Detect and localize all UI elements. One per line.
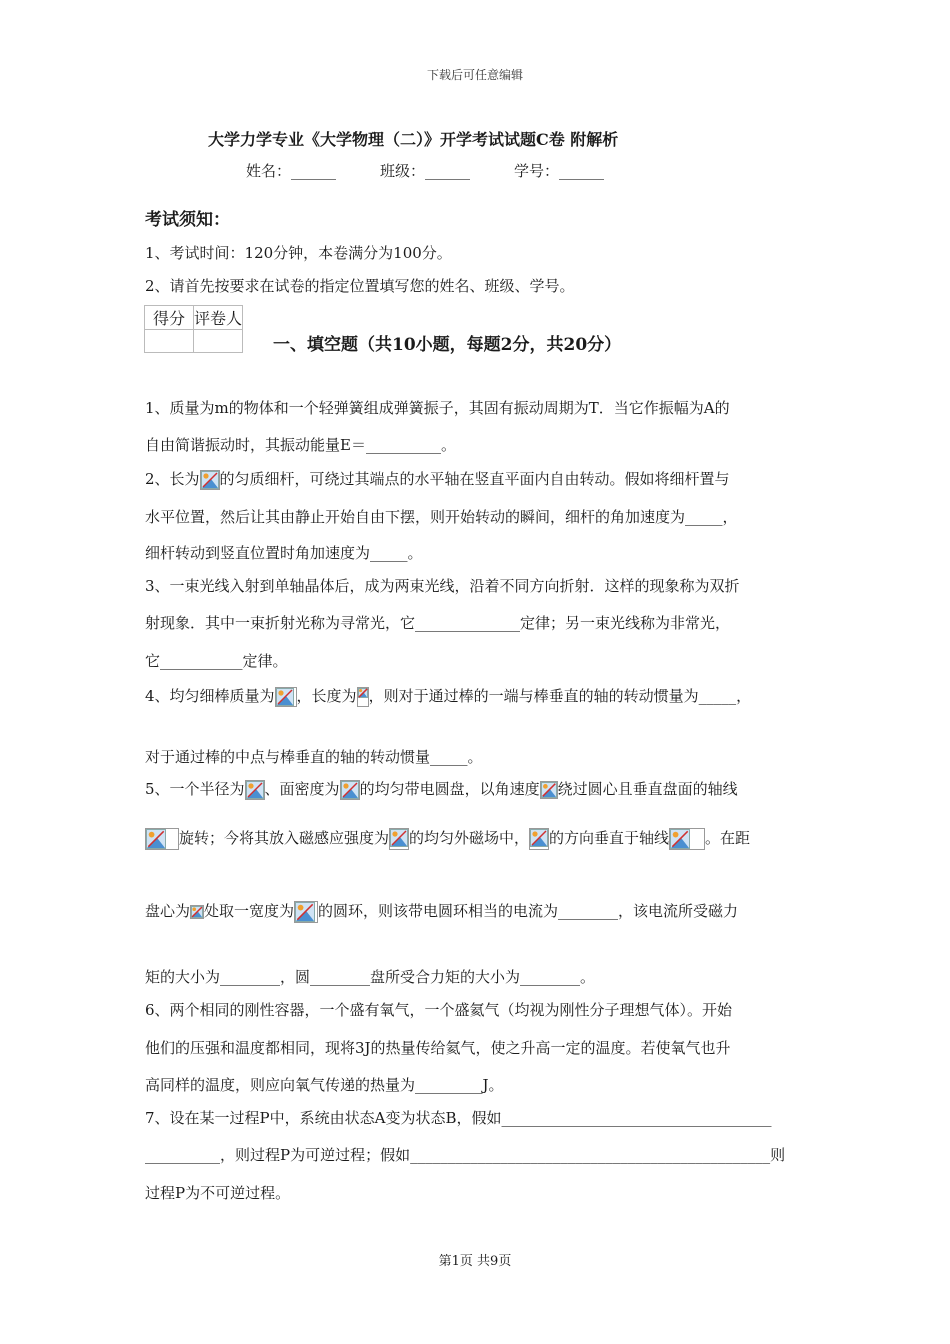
exam-title: 大学力学专业《大学物理（二）》开学考试试题C卷 附解析: [208, 130, 619, 149]
broken-image-icon: [540, 781, 558, 799]
notice-heading: 考试须知：: [145, 210, 230, 230]
broken-image-icon: [275, 687, 297, 707]
broken-image-icon: [145, 828, 179, 850]
question-2-line: 细杆转动到竖直位置时角加速度为_____。: [145, 544, 423, 562]
question-7-line: 7、设在某一过程P中，系统由状态A变为状态B，假如____________________________________: [145, 1109, 772, 1127]
question-5-line: [145, 778, 738, 800]
q7-text: ________________________________________________: [410, 1146, 771, 1164]
score-table: [144, 305, 243, 353]
notice-item: 2、请首先按要求在试卷的指定位置填写您的姓名、班级、学号。: [145, 277, 575, 295]
q7-text: 则: [770, 1146, 786, 1164]
broken-image-icon: [294, 901, 318, 923]
q5-text: 、面密度为: [264, 780, 340, 798]
question-7-line: 过程P为不可逆过程。: [145, 1184, 291, 1202]
q4-text: ，长度为: [296, 687, 357, 705]
question-6-line: 高同样的温度，则应向氧气传递的热量为_________J。: [145, 1076, 504, 1094]
broken-image-icon: [389, 828, 409, 850]
q2-text: 2、长为: [145, 470, 200, 488]
student-id-field[interactable]: 学号：______: [514, 162, 605, 180]
q5-text: 的圆环，则该带电圆环相当的电流为________，该电流所受磁力: [318, 902, 739, 920]
student-info-fields: [246, 160, 604, 181]
question-7-line: [145, 1144, 785, 1165]
question-2-line: [145, 468, 730, 490]
question-2-line: 水平位置，然后让其由静止开始自由下摆，则开始转动的瞬间，细杆的角加速度为_____，: [145, 508, 738, 526]
notice-item: 1、考试时间：120分钟，本卷满分为100分。: [145, 244, 452, 262]
question-4-line: [145, 685, 751, 707]
q5-text: 旋转；今将其放入磁感应强度为: [179, 829, 390, 847]
q5-text: 。在距: [705, 829, 751, 847]
q5-text: 的方向垂直于轴线: [549, 829, 670, 847]
q5-text: 盘心为: [145, 902, 191, 920]
broken-image-icon: [200, 470, 220, 490]
broken-image-icon: [357, 687, 369, 707]
question-3-line: 它___________定律。: [145, 652, 288, 670]
broken-image-icon: [190, 905, 204, 919]
broken-image-icon: [340, 780, 360, 800]
question-6-line: 他们的压强和温度都相同，现将3J的热量传给氦气，使之升高一定的温度。若使氧气也升: [145, 1039, 731, 1057]
q5-text: 的均匀带电圆盘，以角速度: [359, 780, 540, 798]
q2-text: 的匀质细杆，可绕过其端点的水平轴在竖直平面内自由转动。假如将细杆置与: [219, 470, 730, 488]
broken-image-icon: [669, 828, 705, 850]
q5-text: 的均匀外磁场中，: [409, 829, 530, 847]
q4-text: ，则对于通过棒的一端与棒垂直的轴的转动惯量为_____，: [368, 687, 752, 705]
question-5-line: 矩的大小为________，圆________盘所受合力矩的大小为________。: [145, 968, 596, 986]
score-header: 得分: [145, 306, 194, 330]
question-6-line: 6、两个相同的刚性容器，一个盛有氧气，一个盛氦气（均视为刚性分子理想气体）。开始: [145, 1001, 733, 1019]
q5-text: 5、一个半径为: [145, 780, 245, 798]
question-4-line: 对于通过棒的中点与棒垂直的轴的转动惯量_____。: [145, 748, 483, 766]
question-5-line: [145, 900, 738, 923]
question-1-line: 1、质量为m的物体和一个轻弹簧组成弹簧振子，其固有振动周期为T．当它作振幅为A的: [145, 399, 730, 417]
question-5-line: [145, 827, 750, 850]
broken-image-icon: [529, 828, 549, 850]
name-field[interactable]: 姓名：______: [246, 162, 337, 180]
class-field[interactable]: 班级：______: [380, 162, 471, 180]
page-header: 下载后可任意编辑: [426, 68, 523, 82]
q5-text: 绕过圆心且垂直盘面的轴线: [557, 780, 738, 798]
q4-text: 4、均匀细棒质量为: [145, 687, 275, 705]
section-heading: 一、填空题（共10小题，每题2分，共20分）: [273, 335, 622, 355]
q7-text: __________，则过程P为可逆过程；假如: [145, 1146, 411, 1164]
question-3-line: 射现象．其中一束折射光称为寻常光，它______________定律；另一束光线称为非常光，: [145, 614, 731, 632]
page-footer: 第1页 共9页: [438, 1254, 512, 1269]
score-cell[interactable]: [145, 330, 194, 353]
question-1-line: 自由简谐振动时，其振动能量E＝__________。: [145, 436, 456, 454]
question-3-line: 3、一束光线入射到单轴晶体后，成为两束光线，沿着不同方向折射．这样的现象称为双折: [145, 577, 740, 595]
broken-image-icon: [245, 780, 265, 800]
q5-text: 处取一宽度为: [204, 902, 295, 920]
grader-header: 评卷人: [194, 306, 243, 330]
grader-cell[interactable]: [194, 330, 243, 353]
